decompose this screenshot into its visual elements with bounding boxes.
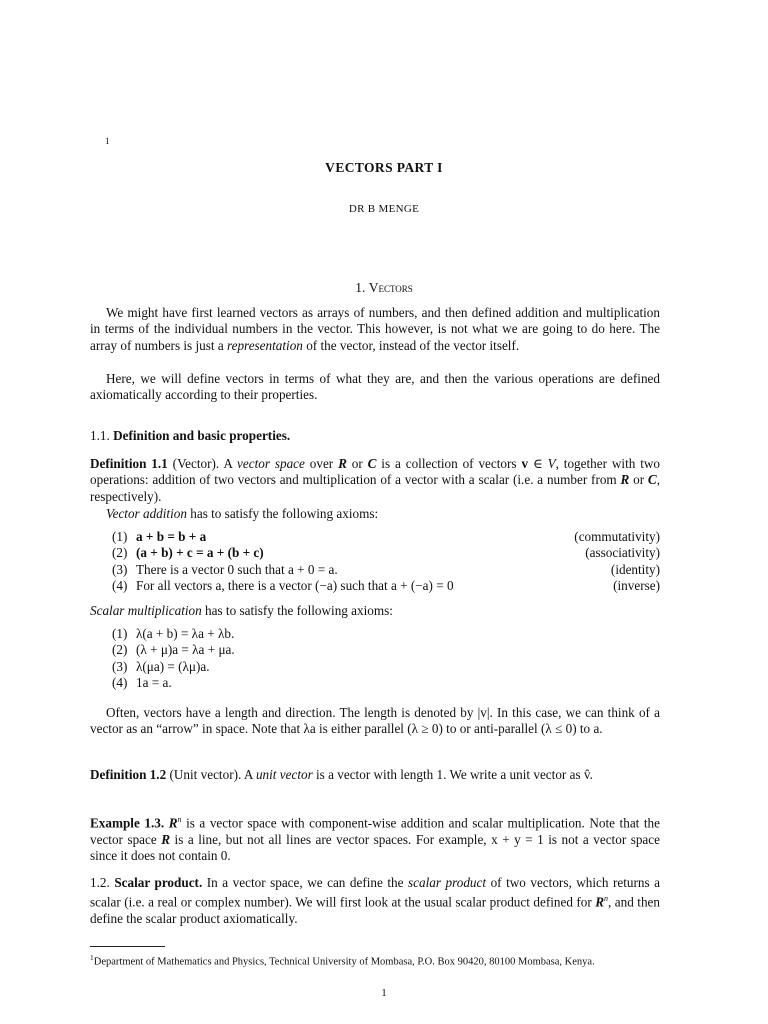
exponent-n: n	[177, 815, 182, 824]
section-number: 1.	[355, 280, 366, 295]
vector-addition-intro	[90, 506, 660, 522]
list-item	[112, 578, 660, 594]
definition-1-2	[90, 767, 660, 783]
definition-label: Definition 1.2	[90, 767, 167, 782]
definition-text: or	[346, 456, 368, 471]
page-number: 1	[381, 987, 387, 999]
footnote-marker-header: 1	[105, 136, 110, 146]
addition-axioms-list	[112, 529, 660, 595]
subsection-number: 1.2.	[90, 875, 110, 890]
item-number: (1)	[112, 626, 128, 641]
item-tag: (commutativity)	[574, 529, 660, 544]
item-text: λ(μa) = (λμ)a.	[136, 658, 210, 674]
definition-name: (Unit vector).	[169, 767, 242, 782]
definition-text: is a collection of vectors	[376, 456, 522, 471]
example-label: Example 1.3.	[90, 815, 165, 831]
intro-text-a: We might have first learned vectors as arrays of numbers, and then defined addition and multiplication in terms of the individual numbers in the vector. This however, is not what we are going to do here. The array of numbers is just a	[90, 305, 660, 353]
subsection-1-2	[90, 875, 660, 928]
intro-paragraph-2: Here, we will define vectors in terms of what they are, and then the various operations are defined axiomatically according to their properties.	[90, 371, 660, 403]
scalar-multiplication-term: Scalar multiplication	[90, 603, 202, 618]
item-tag: (associativity)	[585, 545, 660, 561]
item-number: (4)	[112, 578, 128, 594]
section-heading	[0, 280, 768, 296]
vector-addition-rest: has to satisfy the following axioms:	[186, 506, 379, 521]
list-item	[112, 626, 660, 642]
intro-emphasis: representation	[226, 337, 303, 353]
footnote	[90, 951, 660, 970]
footnote-rule	[90, 946, 165, 947]
item-number: (2)	[112, 545, 128, 561]
field-symbol-r: R	[620, 472, 630, 488]
item-number: (4)	[112, 675, 128, 691]
intro-paragraph-1	[90, 305, 660, 354]
vector-addition-term: Vector addition	[106, 506, 187, 521]
example-text: is a line, but not all lines are vector spaces. For example, x + y = 1 is not a vector space since it does not contain 0.	[90, 831, 660, 864]
field-symbol-r: R	[161, 831, 171, 847]
item-text: There is a vector 0 such that a + 0 = a.	[136, 561, 338, 577]
definition-term: vector space	[237, 456, 305, 471]
list-item	[112, 529, 660, 545]
subsection-number: 1.1.	[90, 428, 110, 443]
set-symbol: V	[547, 456, 556, 471]
definition-text: , together with two operations: addition of two vectors and multiplication of a vector with a scalar (i.e. a number from	[90, 456, 660, 488]
definition-text: or	[629, 472, 648, 488]
item-text: For all vectors a, there is a vector (−a) such that a + (−a) = 0	[136, 578, 454, 594]
footnote-text: Department of Mathematics and Physics, Technical University of Mombasa, P.O. Box 90420, 80100 Mombasa, Kenya.	[93, 956, 595, 968]
scalar-multiplication-rest: has to satisfy the following axioms:	[201, 603, 393, 618]
definition-text: is a vector with length 1. We write a unit vector as v̂.	[312, 767, 593, 782]
item-text: (a + b) + c = a + (b + c)	[136, 545, 264, 561]
list-item	[112, 659, 660, 675]
item-number: (3)	[112, 561, 128, 577]
list-item	[112, 675, 660, 691]
subsection-heading-1-1	[90, 428, 660, 444]
item-text: 1a = a.	[136, 675, 172, 691]
section-name: Vectors	[368, 280, 413, 295]
item-number: (3)	[112, 658, 128, 674]
scalar-axioms-list	[112, 626, 660, 692]
field-symbol-r: R	[595, 894, 605, 910]
definition-text: over	[304, 456, 339, 471]
list-item	[112, 562, 660, 578]
definition-label: Definition 1.1	[90, 456, 168, 471]
definition-text: A	[219, 456, 238, 471]
subsection-term: scalar product	[408, 875, 487, 890]
definition-text: ∈	[528, 456, 548, 471]
definition-text: A	[241, 767, 256, 782]
definition-text: , respectively).	[90, 472, 660, 504]
length-paragraph: Often, vectors have a length and direction. The length is denoted by |v|. In this case, we can think of a vector as an “arrow” in space. Note that λa is either parallel (λ ≥ 0) to or anti-parallel (λ ≤ 0) to a.	[90, 705, 660, 737]
subsection-text: , and then define the scalar product axiomatically.	[90, 894, 661, 927]
field-symbol-r: R	[168, 815, 178, 831]
item-text: (λ + μ)a = λa + μa.	[136, 642, 235, 658]
definition-name: (Vector).	[172, 456, 220, 471]
definition-term: unit vector	[255, 767, 313, 782]
field-symbol-r: R	[338, 456, 347, 471]
definition-1-1	[90, 456, 660, 505]
list-item	[112, 642, 660, 658]
item-text: a + b = b + a	[136, 529, 207, 544]
example-text: is a vector space with component-wise addition and scalar multiplication. Note that the vector space	[90, 815, 660, 847]
item-tag: (identity)	[610, 561, 660, 577]
intro-text-b: of the vector, instead of the vector itself.	[302, 337, 520, 353]
field-symbol-c: C	[647, 472, 657, 488]
subsection-title: Scalar product.	[114, 875, 203, 890]
exponent-n: n	[604, 894, 609, 904]
footnote-marker: 1	[90, 953, 94, 962]
scalar-multiplication-intro	[90, 603, 660, 619]
item-text: λ(a + b) = λa + λb.	[136, 626, 235, 641]
subsection-text: of two vectors, which returns a scalar (i.e. a real or complex number). We will first look at the usual scalar product defined for	[90, 875, 660, 910]
document-title: VECTORS PART I	[325, 160, 443, 175]
item-number: (2)	[112, 642, 128, 658]
field-symbol-c: C	[367, 456, 377, 471]
vector-symbol: v	[521, 456, 529, 471]
item-tag: (inverse)	[613, 578, 660, 594]
item-number: (1)	[112, 529, 128, 544]
document-author: DR B MENGE	[348, 203, 420, 215]
list-item	[112, 545, 660, 561]
example-1-3	[90, 812, 660, 865]
subsection-text: In a vector space, we can define the	[202, 875, 409, 890]
subsection-title: Definition and basic properties.	[113, 428, 291, 443]
